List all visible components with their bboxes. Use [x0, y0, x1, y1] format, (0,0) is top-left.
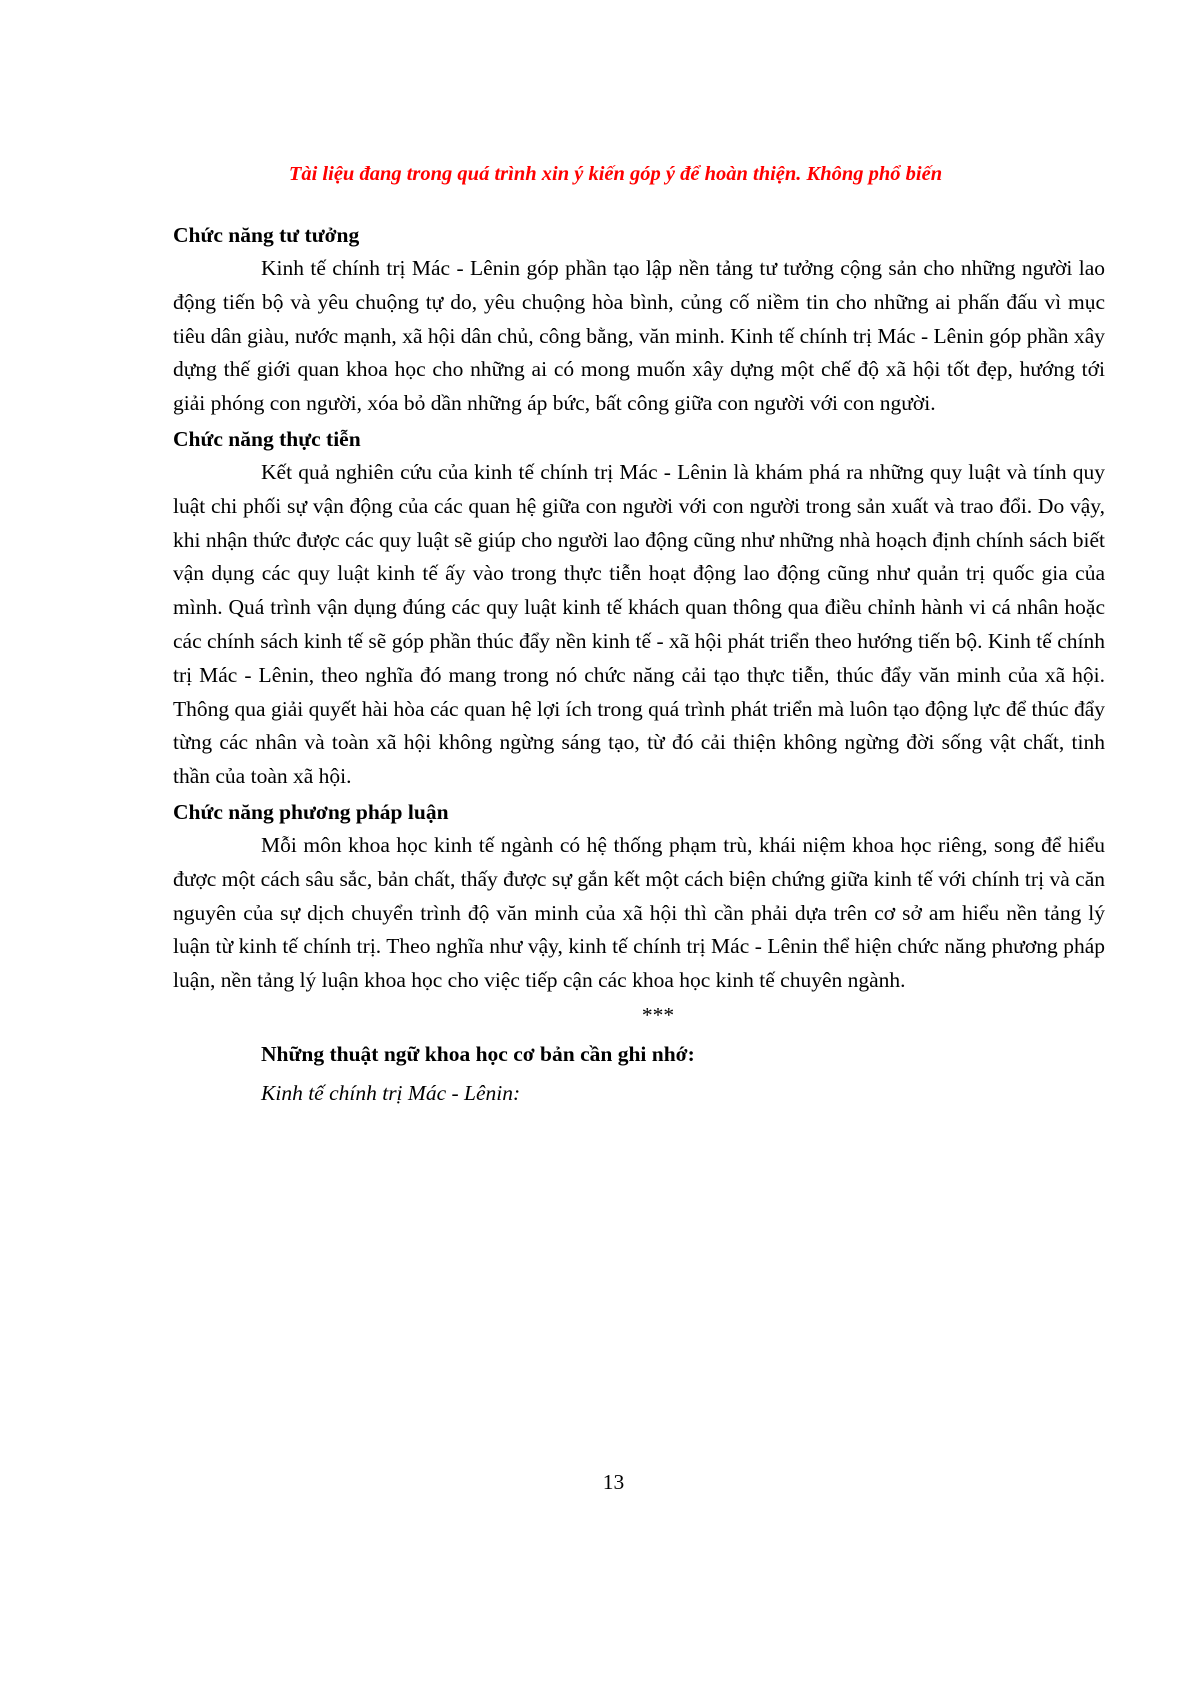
- section-paragraph-ideology: Kinh tế chính trị Mác - Lênin góp phần tạo lập nền tảng tư tưởng cộng sản cho những người lao động tiến bộ và yêu chuộng tự do, yêu chuộng hòa bình, củng cố niềm tin cho những ai phấn đấu vì mục tiêu dân giàu, nước mạnh, xã hội dân chủ, công bằng, văn minh. Kinh tế chính trị Mác - Lênin góp phần xây dựng thế giới quan khoa học cho những ai có mong muốn xây dựng một chế độ xã hội tốt đẹp, hướng tới giải phóng con người, xóa bỏ dần những áp bức, bất công giữa con người với con người.: [173, 256, 1105, 416]
- page-number: 13: [602, 1470, 625, 1494]
- section-separator: ***: [641, 1002, 675, 1027]
- section-heading-ideology: Chức năng tư tưởng: [173, 223, 360, 247]
- section-heading-practice: Chức năng thực tiễn: [173, 426, 361, 451]
- document-watermark: Tài liệu đang trong quá trình xin ý kiến góp ý để hoàn thiện. Không phổ biến: [288, 163, 943, 185]
- key-terms-title: Những thuật ngữ khoa học cơ bản cần ghi nhớ:: [261, 1041, 695, 1066]
- section-paragraph-methodology: Mỗi môn khoa học kinh tế ngành có hệ thống phạm trù, khái niệm khoa học riêng, song để hiểu được một cách sâu sắc, bản chất, thấy được sự gắn kết một cách biện chứng giữa kinh tế với chính trị và căn nguyên của sự dịch chuyển trình độ văn minh của xã hội thì cần phải dựa trên cơ sở am hiểu nền tảng lý luận từ kinh tế chính trị. Theo nghĩa như vậy, kinh tế chính trị Mác - Lênin thể hiện chức năng phương pháp luận, nền tảng lý luận khoa học cho việc tiếp cận các khoa học kinh tế chuyên ngành.: [173, 832, 1105, 993]
- page-content: [173, 218, 1105, 1112]
- key-term-item: Kinh tế chính trị Mác - Lênin:: [261, 1080, 521, 1105]
- section-heading-methodology: Chức năng phương pháp luận: [173, 799, 449, 824]
- section-paragraph-practice: Kết quả nghiên cứu của kinh tế chính trị Mác - Lênin là khám phá ra những quy luật và tính quy luật chi phối sự vận động của các quan hệ giữa con người với con người trong sản xuất và trao đổi. Do vậy, khi nhận thức được các quy luật sẽ giúp cho người lao động cũng như những nhà hoạch định chính sách biết vận dụng các quy luật kinh tế ấy vào trong thực tiễn hoạt động lao động cũng như quản trị quốc gia của mình. Quá trình vận dụng đúng các quy luật kinh tế khách quan thông qua điều chỉnh hành vi cá nhân hoặc các chính sách kinh tế sẽ góp phần thúc đẩy nền kinh tế - xã hội phát triển theo hướng tiến bộ. Kinh tế chính trị Mác - Lênin, theo nghĩa đó mang trong nó chức năng cải tạo thực tiễn, thúc đẩy văn minh của xã hội. Thông qua giải quyết hài hòa các quan hệ lợi ích trong quá trình phát triển mà luôn tạo động lực để thúc đẩy từng các nhân và toàn xã hội không ngừng sáng tạo, từ đó cải thiện không ngừng đời sống vật chất, tinh thần của toàn xã hội.: [173, 459, 1105, 789]
